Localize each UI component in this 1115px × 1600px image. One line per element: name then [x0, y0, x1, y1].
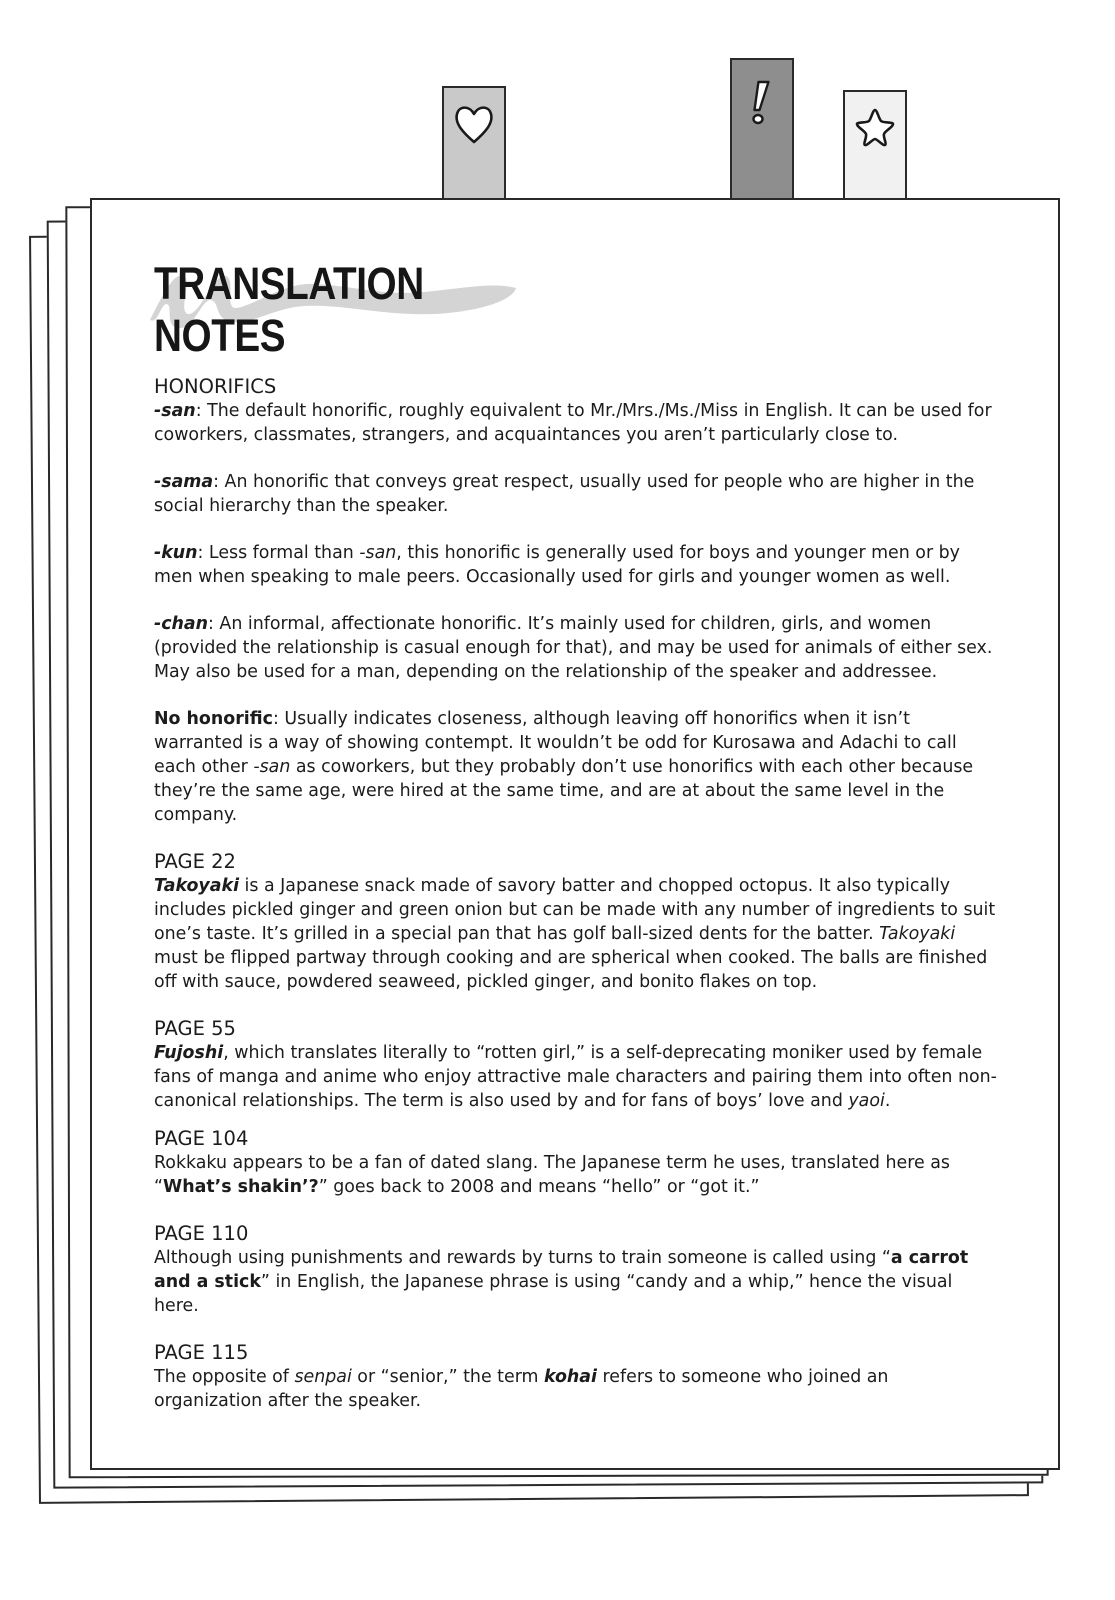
note-text: : An informal, affectionate honorific. It’s mainly used for children, girls, and women (provided the relationship is casual enough for that), and may be used for animals of either sex. May also be used for a man, depending on the relationship of the speaker and addressee. [154, 614, 993, 682]
page-title: TRANSLATION NOTES [154, 258, 424, 361]
note-term: Takoyaki [154, 876, 240, 896]
note-text: : Less formal than [197, 543, 360, 563]
note-term: -chan [154, 614, 209, 634]
note-bold: What’s shakin’? [163, 1177, 319, 1197]
note-chan [154, 612, 999, 684]
note-bold: a carrot and a stick [154, 1248, 969, 1292]
note-text: as coworkers, but they probably don’t use honorifics with each other because they’re the same age, were hired at the same time, and are at about the same level in the company. [154, 757, 974, 825]
section-heading-page-104: PAGE 104 [154, 1127, 249, 1150]
note-sama [154, 470, 999, 518]
note-term: No honorific [154, 709, 273, 729]
note-fujoshi [154, 1041, 999, 1113]
note-text: , this honorific is generally used for boys and younger men or by men when speaking to male peers. Occasionally used for girls and younger women as well. [154, 543, 960, 587]
note-text: ” in English, the Japanese phrase is using “candy and a whip,” hence the visual here. [154, 1272, 953, 1316]
note-text: . [884, 1091, 891, 1111]
title-block [154, 250, 574, 361]
heart-icon [454, 102, 494, 146]
note-kohai [154, 1365, 999, 1413]
note-text: must be flipped partway through cooking and are spherical when cooked. The balls are finished off with sauce, powdered seaweed, pickled ginger, and bonito flakes on top. [154, 948, 988, 992]
note-term: Fujoshi [154, 1043, 224, 1063]
note-text: : An honorific that conveys great respect, usually used for people who are higher in the social hierarchy than the speaker. [154, 472, 975, 516]
note-whats-shakin [154, 1151, 999, 1199]
note-italic: yaoi [848, 1091, 885, 1111]
section-heading-page-55: PAGE 55 [154, 1017, 236, 1040]
note-italic: senpai [294, 1367, 352, 1387]
note-text: ” goes back to 2008 and means “hello” or “got it.” [318, 1177, 760, 1197]
star-icon [853, 106, 897, 148]
note-text: is a Japanese snack made of savory batter and chopped octopus. It also typically includes pickled ginger and green onion but can be made with any number of ingredients to suit one’s taste. It’s grilled in a special pan that has golf ball-sized dents for the batter. [154, 876, 996, 944]
bookmark-tab-exclamation [730, 58, 794, 208]
note-italic: -san [359, 543, 397, 563]
note-text: , which translates literally to “rotten girl,” is a self-deprecating moniker used by female fans of manga and anime who enjoy attractive male characters and pairing them into often non-canonical relationships. The term is also used by and for fans of boys’ love and [154, 1043, 997, 1111]
note-text: Rokkaku appears to be a fan of dated slang. The Japanese term he uses, translated here as “ [154, 1153, 950, 1197]
section-heading-page-115: PAGE 115 [154, 1341, 249, 1364]
note-italic: -san [253, 757, 291, 777]
note-text: Although using punishments and rewards by turns to train someone is called using “ [154, 1248, 891, 1268]
note-text: : Usually indicates closeness, although leaving off honorifics when it isn’t warranted is a way of showing contempt. It wouldn’t be odd for Kurosawa and Adachi to call each other [154, 709, 957, 777]
notes-content [154, 375, 999, 1413]
translation-notes-page [90, 198, 1060, 1470]
note-text: refers to someone who joined an organization after the speaker. [154, 1367, 889, 1411]
note-term: -kun [154, 543, 198, 563]
section-heading-page-22: PAGE 22 [154, 850, 236, 873]
note-no-honorific [154, 707, 999, 827]
note-carrot-and-stick [154, 1246, 999, 1318]
note-san [154, 399, 999, 447]
note-term: -sama [154, 472, 214, 492]
exclamation-icon [747, 78, 777, 126]
note-term: -san [154, 401, 196, 421]
section-heading-page-110: PAGE 110 [154, 1222, 249, 1245]
bookmark-tab-star [843, 90, 907, 208]
note-text: : The default honorific, roughly equivalent to Mr./Mrs./Ms./Miss in English. It can be used for coworkers, classmates, strangers, and acquaintances you aren’t particularly close to. [154, 401, 992, 445]
note-italic: Takoyaki [879, 924, 956, 944]
section-heading-honorifics: HONORIFICS [154, 375, 277, 398]
note-takoyaki [154, 874, 999, 994]
bookmark-tab-heart [442, 86, 506, 208]
note-kun [154, 541, 999, 589]
note-term: kohai [544, 1367, 597, 1387]
note-text: The opposite of [154, 1367, 295, 1387]
note-text: or “senior,” the term [351, 1367, 545, 1387]
